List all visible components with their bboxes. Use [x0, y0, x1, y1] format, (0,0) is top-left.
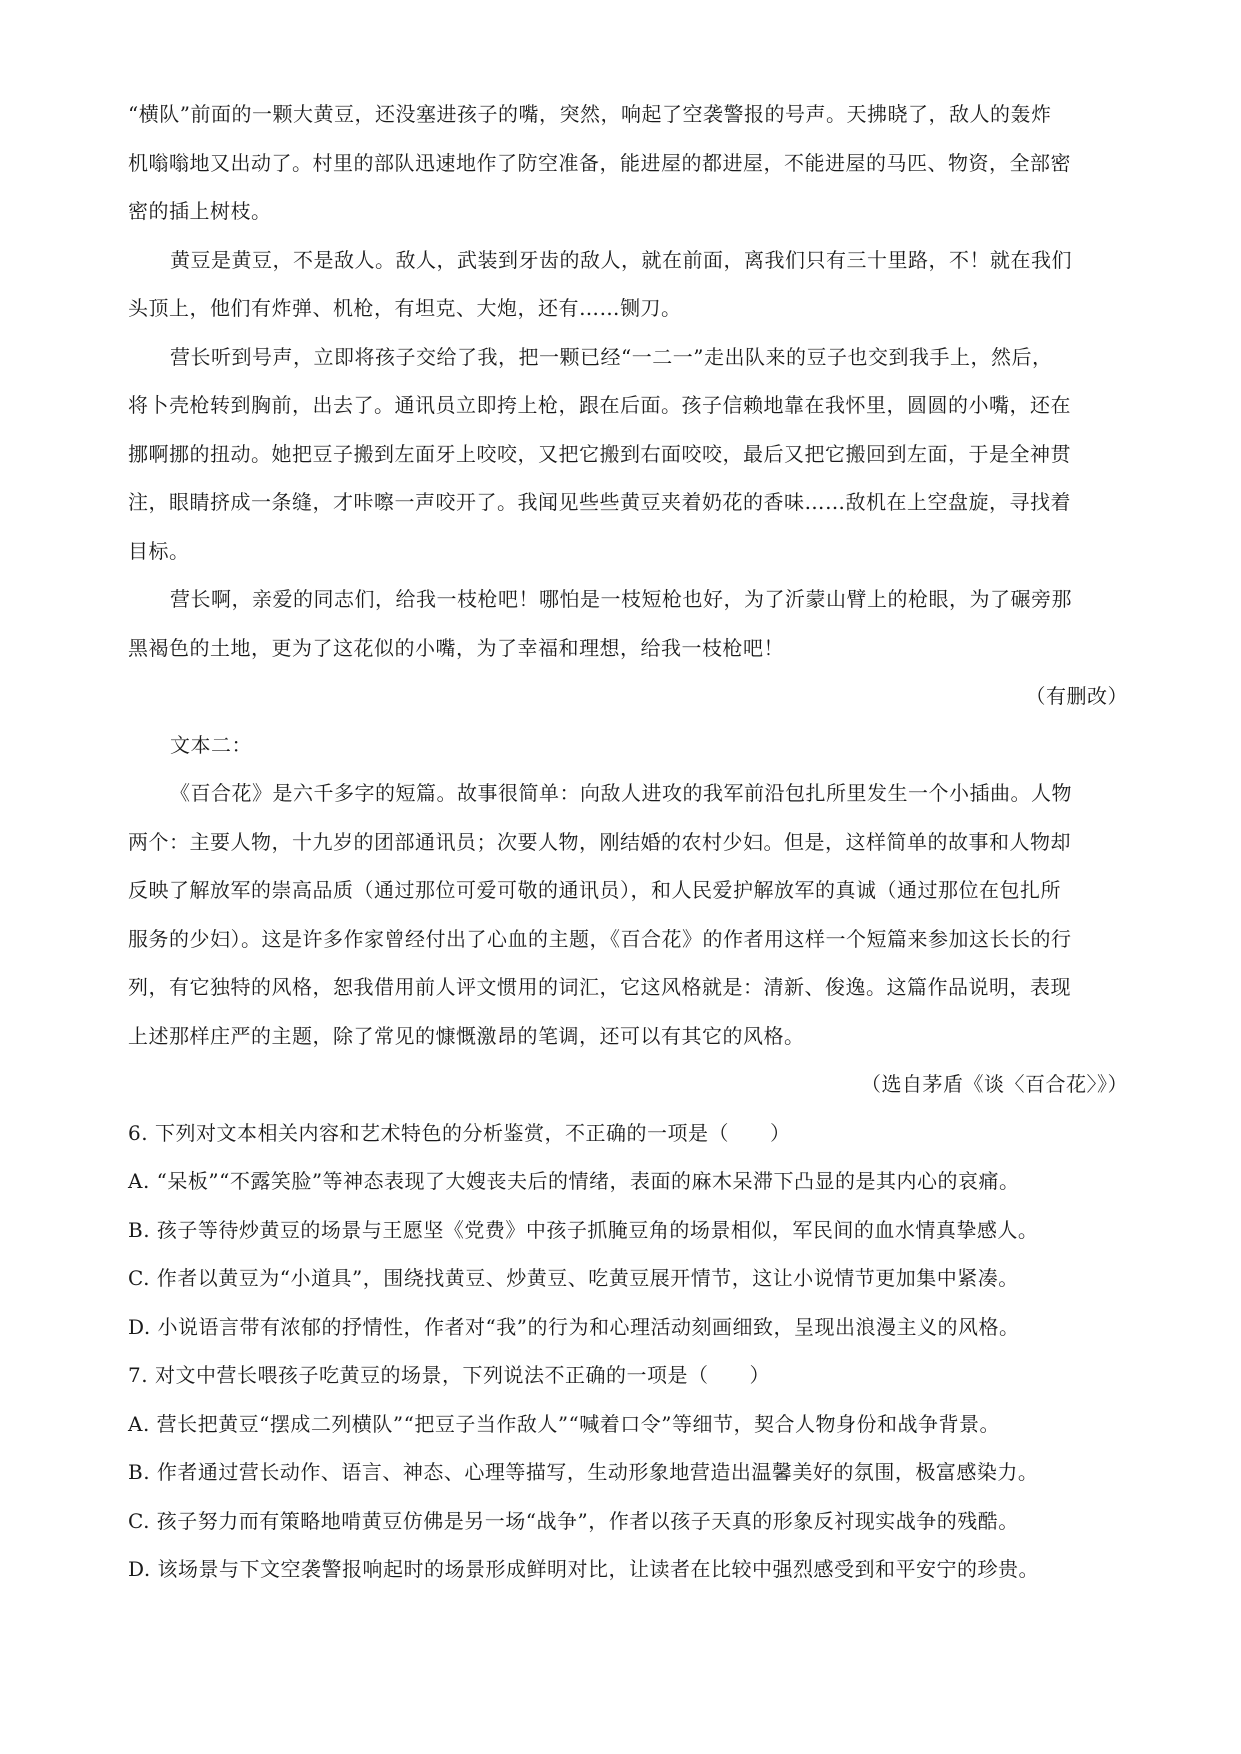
question-stem: 7. 对文中营长喂孩子吃黄豆的场景，下列说法不正确的一项是（ ） — [128, 1363, 770, 1387]
text-line: 营长听到号声，立即将孩子交给了我，把一颗已经“一二一”走出队来的豆子也交到我手上，然后， — [170, 344, 1053, 369]
text1-paragraph-4 — [128, 575, 1128, 672]
text1-paragraph-1 — [128, 90, 1128, 236]
option-c[interactable]: C. 孩子努力而有策略地啃黄豆仿佛是另一场“战争”，作者以孩子天真的形象反衬现实战争的残酷。 — [128, 1508, 1019, 1533]
text-line: 黑褐色的土地，更为了这花似的小嘴，为了幸福和理想，给我一枝枪吧！ — [128, 635, 784, 660]
text-line: 机嗡嗡地又出动了。村里的部队迅速地作了防空准备，能进屋的都进屋，不能进屋的马匹、物资，全部密 — [128, 150, 1071, 175]
text1-paragraph-2 — [128, 236, 1128, 333]
option-a[interactable]: A. “呆板”“不露笑脸”等神态表现了大嫂丧夫后的情绪，表面的麻木呆滞下凸显的是其内心的哀痛。 — [128, 1169, 1020, 1193]
text-line: 上述那样庄严的主题，除了常见的慷慨激昂的笔调，还可以有其它的风格。 — [128, 1023, 805, 1048]
source-citation: （选自茅盾《谈〈百合花〉》） — [861, 1072, 1128, 1096]
text-line: 注，眼睛挤成一条缝，才咔嚓一声咬开了。我闻见些些黄豆夹着奶花的香味……敌机在上空盘旋，寻找着 — [128, 490, 1071, 514]
text2-paragraph — [128, 769, 1128, 1060]
text-line: 目标。 — [128, 538, 190, 563]
option-c[interactable]: C. 作者以黄豆为“小道具”，围绕找黄豆、炒黄豆、吃黄豆展开情节，这让小说情节更加集中紧凑。 — [128, 1266, 1019, 1290]
question-6 — [128, 1109, 1128, 1352]
document-page — [128, 90, 1128, 1594]
option-b[interactable]: B. 孩子等待炒黄豆的场景与王愿坚《党费》中孩子抓腌豆角的场景相似，军民间的血水情真挚感人。 — [128, 1217, 1039, 1242]
text-line: 挪啊挪的扭动。她把豆子搬到左面牙上咬咬，又把它搬到右面咬咬，最后又把它搬回到左面，于是全神贯 — [128, 441, 1071, 466]
question-stem: 6. 下列对文本相关内容和艺术特色的分析鉴赏，不正确的一项是（ ） — [128, 1120, 791, 1145]
question-7 — [128, 1351, 1128, 1594]
option-b[interactable]: B. 作者通过营长动作、语言、神态、心理等描写，生动形象地营造出温馨美好的氛围，极富感染力。 — [128, 1460, 1039, 1484]
text1-paragraph-3 — [128, 333, 1128, 576]
text-line: 黄豆是黄豆，不是敌人。敌人，武装到牙齿的敌人，就在前面，离我们只有三十里路，不！就在我们 — [170, 247, 1072, 272]
text-line: 头顶上，他们有炸弹、机枪，有坦克、大炮，还有……铡刀。 — [128, 296, 682, 320]
text-line: 将卜壳枪转到胸前，出去了。通讯员立即挎上枪，跟在后面。孩子信赖地靠在我怀里，圆圆的小嘴，还在 — [128, 393, 1071, 417]
text-line: 列，有它独特的风格，恕我借用前人评文惯用的词汇，它这风格就是：清新、俊逸。这篇作品说明，表现 — [128, 975, 1071, 999]
text-line: 服务的少妇）。这是许多作家曾经付出了心血的主题，《百合花》的作者用这样一个短篇来参加这长长的行 — [128, 926, 1072, 951]
text-line: 《百合花》是六千多字的短篇。故事很简单：向敌人进攻的我军前沿包扎所里发生一个小插曲。人物 — [170, 781, 1072, 805]
text-line: 密的插上树枝。 — [128, 199, 272, 223]
text-line: “横队”前面的一颗大黄豆，还没塞进孩子的嘴，突然，响起了空袭警报的号声。天拂晓了，敌人的轰炸 — [128, 102, 1052, 126]
text2-heading: 文本二： — [170, 732, 252, 757]
option-a[interactable]: A. 营长把黄豆“摆成二列横队”“把豆子当作敌人”“喊着口令”等细节，契合人物身份和战争背景。 — [128, 1411, 1001, 1436]
edited-note: （有删改） — [1025, 684, 1128, 708]
option-d[interactable]: D. 该场景与下文空袭警报响起时的场景形成鲜明对比，让读者在比较中强烈感受到和平安宁的珍贵。 — [128, 1557, 1040, 1581]
text-line: 反映了解放军的崇高品质（通过那位可爱可敬的通讯员），和人民爱护解放军的真诚（通过那位在包扎所 — [128, 878, 1061, 902]
text-line: 营长啊，亲爱的同志们，给我一枝枪吧！哪怕是一枝短枪也好，为了沂蒙山臂上的枪眼，为了碾旁那 — [170, 587, 1072, 611]
option-d[interactable]: D. 小说语言带有浓郁的抒情性，作者对“我”的行为和心理活动刻画细致，呈现出浪漫主义的风格。 — [128, 1314, 1020, 1339]
text-line: 两个：主要人物，十九岁的团部通讯员；次要人物，刚结婚的农村少妇。但是，这样简单的故事和人物却 — [128, 829, 1071, 854]
